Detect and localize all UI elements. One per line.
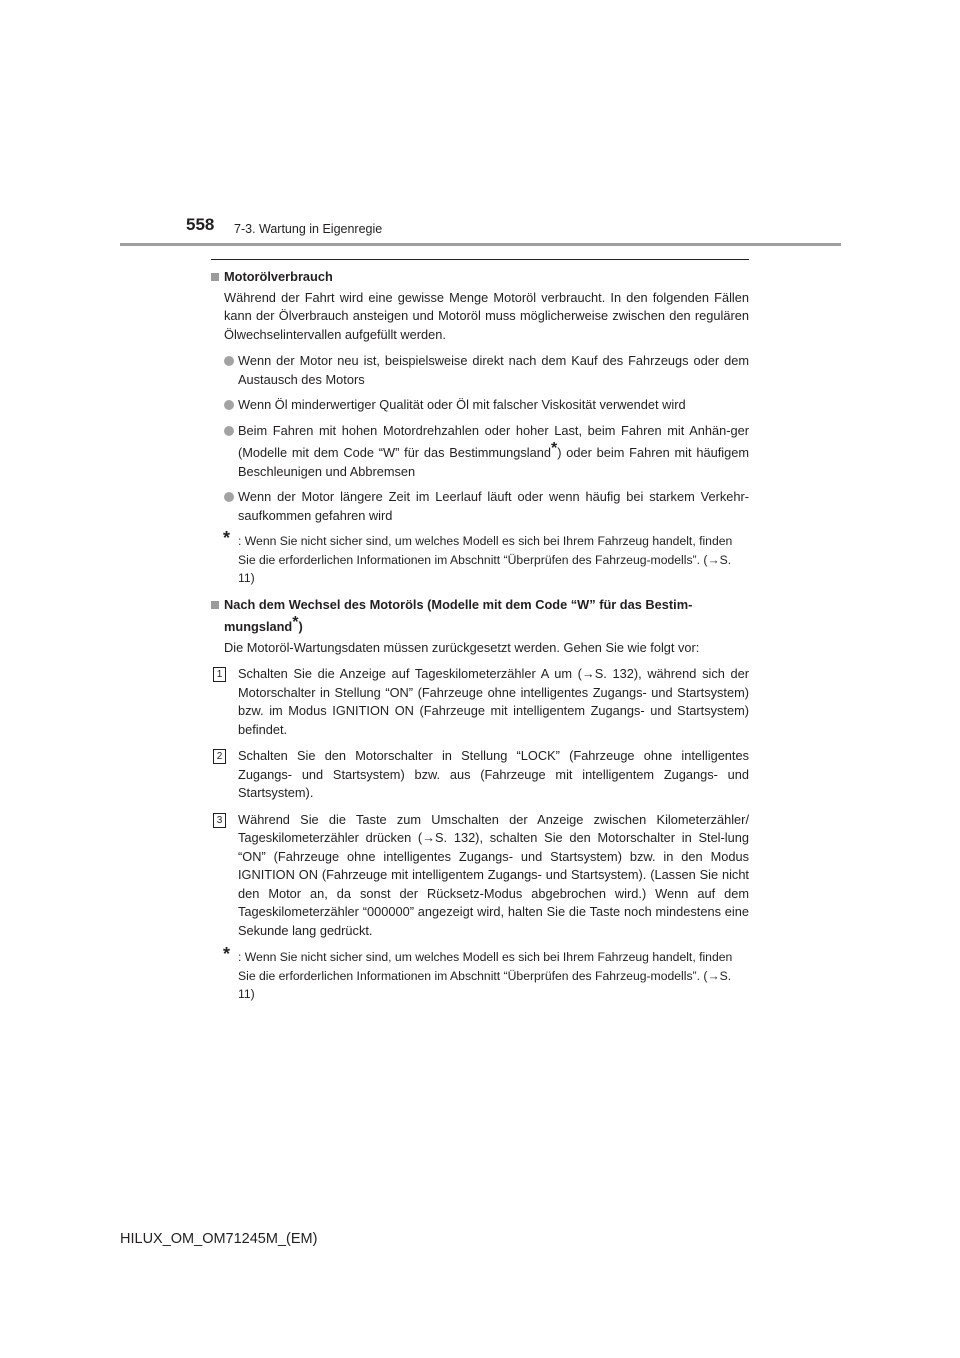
list-item-text: ) oder beim Fahren mit häufigem Beschleunigen und Abbremsen <box>238 445 749 479</box>
paragraph: Während der Fahrt wird eine gewisse Menge Motoröl verbraucht. In den folgenden Fällen kann der Ölverbrauch ansteigen und Motoröl muss möglicherweise zwischen den regulären Ölwechselintervallen aufgefüllt werden. <box>224 289 749 342</box>
circle-bullet-icon <box>224 492 234 502</box>
list-item-text: Wenn der Motor längere Zeit im Leerlauf läuft oder wenn häufig bei starkem Verkehr-saufkommen gefahren wird <box>238 489 749 523</box>
footnote <box>211 944 749 1004</box>
step-text: Schalten Sie den Motorschalter in Stellung “LOCK” (Fahrzeuge ohne intelligentes Zugangs- und Startsystem) bzw. aus (Fahrzeuge mit intelligentem Zugangs- und Startsystem). <box>238 748 749 800</box>
page-content <box>211 268 749 1012</box>
list-item <box>211 422 749 482</box>
footnote-asterisk: * <box>223 944 231 964</box>
heading-text: Nach dem Wechsel des Motoröls (Modelle mit dem Code “W” für das Bestim-mungsland <box>224 596 693 634</box>
section-heading-oil-change-reset <box>211 596 749 637</box>
list-item <box>211 488 749 525</box>
step-item <box>211 747 749 803</box>
step-text: Während Sie die Taste zum Umschalten der Anzeige zwischen Kilometerzähler/ Tageskilometerzähler drücken (→S. 132), schalten Sie den Motorschalter in Stel-lung “ON” (Fahrzeuge ohne intelligentes Zugangs- und Startsystem) bzw. in den Modus IGNITION ON (Fahrzeuge mit intelligentem Zugangs- und Startsystem). (Lassen Sie nicht den Motor an, da sonst der Rücksetz-Modus abgebrochen wird.) Wenn auf dem Tageskilometerzähler “000000” angezeigt wird, halten Sie die Taste noch mindestens eine Sekunde lang gedrückt. <box>238 811 749 938</box>
list-item-text: Wenn Öl minderwertiger Qualität oder Öl mit falscher Viskosität verwendet wird <box>238 397 686 412</box>
circle-bullet-icon <box>224 400 234 410</box>
step-text: Schalten Sie die Anzeige auf Tageskilometerzähler A um (→S. 132), während sich der Motorschalter in Stellung “ON” (Fahrzeuge ohne intelligentes Zugangs- und Startsystem) bzw. im Modus IGNITION ON (Fahrzeuge mit intelligentem Zugangs- und Startsystem) befindet. <box>238 666 749 737</box>
page-number: 558 <box>186 215 215 234</box>
content-top-divider <box>211 259 749 260</box>
page-header <box>0 0 960 250</box>
square-bullet-icon <box>211 601 219 609</box>
heading-text: ) <box>298 619 303 634</box>
header-divider <box>120 243 841 246</box>
footnote <box>211 528 749 588</box>
step-number: 1 <box>213 667 226 682</box>
footnote-marker: * <box>550 440 558 457</box>
heading-text: Motorölverbrauch <box>224 269 333 284</box>
step-item <box>211 811 749 941</box>
circle-bullet-icon <box>224 356 234 366</box>
paragraph: Die Motoröl-Wartungsdaten müssen zurückgesetzt werden. Gehen Sie wie folgt vor: <box>224 639 700 655</box>
square-bullet-icon <box>211 273 219 281</box>
footnote-text: : Wenn Sie nicht sicher sind, um welches Modell es sich bei Ihrem Fahrzeug handelt, finden Sie die erforderlichen Informationen im Abschnitt “Überprüfen des Fahrzeug-modells”. (→S. 11) <box>238 534 733 585</box>
step-item <box>211 665 749 739</box>
list-item <box>211 352 749 389</box>
footnote-asterisk: * <box>223 528 231 548</box>
section-heading-oil-consumption <box>211 268 749 287</box>
list-item <box>211 396 749 415</box>
circle-bullet-icon <box>224 426 234 436</box>
step-number: 3 <box>213 813 226 828</box>
list-item-text: Beim Fahren mit hohen Motordrehzahlen oder hoher Last, beim Fahren mit Anhän-ger (Modelle mit dem Code “W” für das Bestimmungsland <box>238 422 749 460</box>
section-title: 7-3. Wartung in Eigenregie <box>234 222 383 236</box>
step-number: 2 <box>213 749 226 764</box>
document-id: HILUX_OM_OM71245M_(EM) <box>120 1231 318 1247</box>
list-item-text: Wenn der Motor neu ist, beispielsweise direkt nach dem Kauf des Fahrzeugs oder dem Austausch des Motors <box>238 353 749 387</box>
footnote-marker: * <box>292 614 299 631</box>
footnote-text: : Wenn Sie nicht sicher sind, um welches Modell es sich bei Ihrem Fahrzeug handelt, finden Sie die erforderlichen Informationen im Abschnitt “Überprüfen des Fahrzeug-modells”. (→S. 11) <box>238 950 733 1001</box>
